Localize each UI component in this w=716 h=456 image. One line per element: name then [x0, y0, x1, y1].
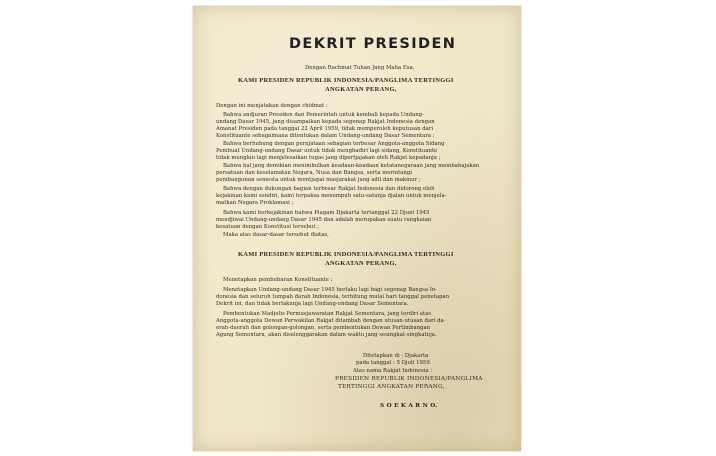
decision-line: Agung Sementara, akan diselenggarakan dalam waktu jang sesingkat-singkatnja. — [216, 332, 437, 338]
consideration-line: kejakinan kami sendiri, kami terpaksa menempuh satu-satunja djalan untuk menjela- — [216, 193, 447, 199]
decision-line: donesia dan seluruh tumpah darah Indonesia, terhitung mulai hari tanggal penetapan — [216, 294, 450, 300]
consideration-line: Bahwa andjuran Presiden dan Pemerintah untuk kembali kepada Undang- — [223, 112, 424, 118]
decision-line: Menetapkan pembubaran Konstituante ; — [223, 277, 333, 283]
consideration-line: Bahwa berhubung dengan pernjataan sebagian terbesar Anggota-anggota Sidang — [223, 141, 445, 147]
decision-line: Dekrit ini, dan tidak berlakunja lagi Undang-undang Dasar Sementara. — [216, 301, 409, 307]
authority-line-1b: KAMI PRESIDEN REPUBLIK INDONESIA/PANGLIMA TERTINGGI — [238, 251, 454, 258]
closing-on-behalf: Atas nama Rakjat Indonesia : — [353, 368, 433, 374]
consideration-line: Konstituante sebagaimana ditentukan dalam Undang-undang Dasar Sementara ; — [216, 133, 435, 139]
consideration-line: Bahwa hal jang demikian menimbulkan keadaan-keadaan ketatanegaraan jang membahajakan — [223, 163, 480, 169]
consideration-line: mendjiwai Undang-undang Dasar 1945 dan adalah merupakan suatu rangkaian — [216, 217, 432, 223]
authority-line-2b: ANGKATAN PERANG, — [325, 260, 397, 267]
decision-line: Menetapkan Undang-undang Dasar 1945 berlaku lagi bagi segenap Bangsa In- — [223, 287, 438, 293]
authority-line-2: ANGKATAN PERANG, — [325, 86, 397, 93]
invocation: Dengan Rachmat Tuhan Jang Maha Esa, — [305, 65, 415, 71]
consideration-line: Pembuat Undang-undang Dasar untuk tidak menghadiri lagi sidang, Konstituante — [216, 148, 438, 154]
closing-date: pada tanggal : 5 Djuli 1959. — [356, 360, 432, 366]
consideration-line: Maka atas dasar-dasar tersebut diatas, — [223, 232, 329, 238]
consideration-line: tidak mungkin lagi menjelesaikan tugas jang dipertjajakan oleh Rakjat kepadanja ; — [216, 155, 441, 161]
consideration-line: matkan Negara Proklamasi ; — [216, 200, 294, 206]
signer-name: S O E K A R N O. — [380, 403, 438, 409]
closing-place: Ditetapkan di : Djakarta — [363, 353, 429, 359]
closing-office-1: PRESIDEN REPUBLIK INDONESIA/PANGLIMA — [335, 376, 483, 382]
document-title: DEKRIT PRESIDEN — [289, 36, 457, 52]
closing-office-2: TERTINGGI ANGKATAN PERANG, — [338, 384, 445, 390]
decision-line: erah-daerah dan golongan-golongan, serta pembentukan Dewan Pertimbangan — [216, 325, 431, 331]
decision-line: Pembentukan Madjelis Permusjawaratan Rakjat Sementara, jang terdiri atas — [223, 311, 432, 317]
consideration-line: undang Dasar 1945, jang disampaikan kepada segenap Rakjat Indonesia dengan — [216, 119, 435, 125]
consideration-line: Bahwa dengan dukungan bagian terbesar Rakjat Indonesia dan didorong oleh — [223, 186, 435, 192]
decision-line: Anggota-anggota Dewan Perwakilan Rakjat ditambah dengan utusan-utusan dari da- — [216, 318, 446, 324]
consideration-line: Amanat Presiden pada tanggal 22 April 1959, tidak memperoleh keputusan dari — [216, 126, 434, 132]
consideration-line: kesatuan dengan Konstitusi tersebut ; — [216, 224, 319, 230]
consideration-line: persatuan dan keselamatan Negara, Nusa dan Bangsa, serta merintangi — [216, 170, 412, 176]
authority-line-1: KAMI PRESIDEN REPUBLIK INDONESIA/PANGLIMA TERTINGGI — [238, 77, 454, 84]
scanned-document — [193, 6, 521, 451]
preamble-intro: Dengan ini menjatakan dengan chidmat : — [216, 103, 328, 109]
consideration-line: Bahwa kami berkejakinan bahwa Piagam Djakarta tertanggal 22 Djuni 1945 — [223, 210, 430, 216]
consideration-line: pembangunan semesta untuk mentjapai masjarakat jang adil dan makmur ; — [216, 177, 421, 183]
